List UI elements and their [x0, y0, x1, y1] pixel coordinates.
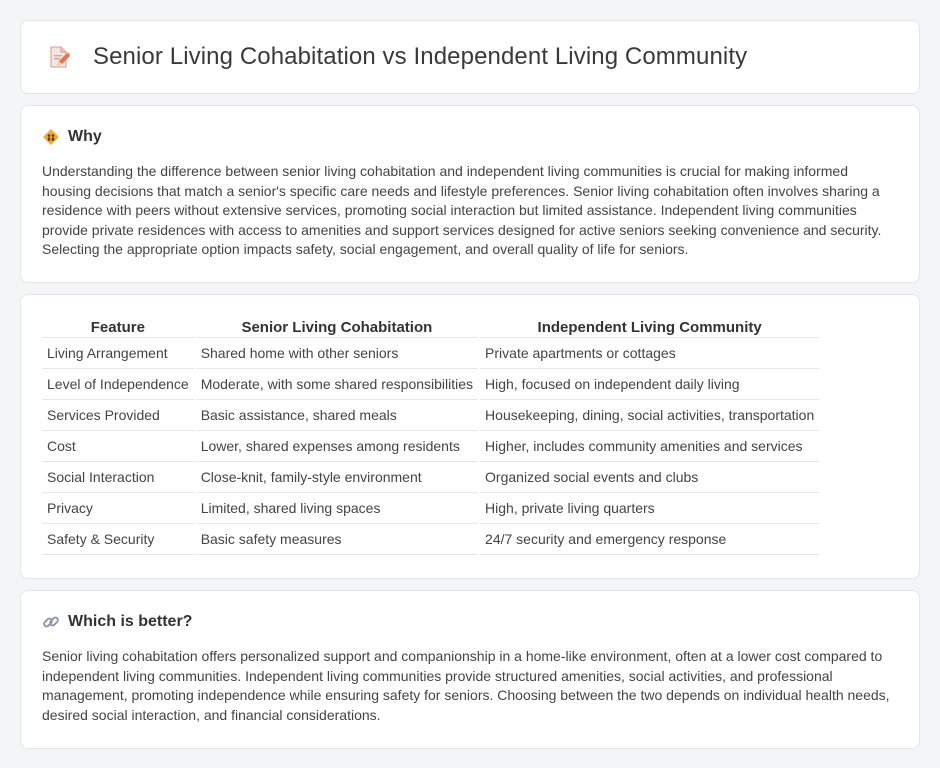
which-is-better-section: [20, 590, 920, 749]
feature-cell: Social Interaction: [42, 462, 194, 493]
why-header: [42, 128, 898, 146]
diamond-sign-icon: [42, 128, 60, 146]
cohabitation-cell: Basic assistance, shared meals: [196, 400, 478, 431]
cohabitation-cell: Shared home with other seniors: [196, 338, 478, 369]
column-header-independent: Independent Living Community: [480, 315, 819, 338]
table-row: [42, 400, 819, 431]
column-header-cohabitation: Senior Living Cohabitation: [196, 315, 478, 338]
cohabitation-cell: Moderate, with some shared responsibilities: [196, 369, 478, 400]
independent-cell: Organized social events and clubs: [480, 462, 819, 493]
cohabitation-cell: Lower, shared expenses among residents: [196, 431, 478, 462]
table-row: [42, 369, 819, 400]
table-row: [42, 462, 819, 493]
feature-cell: Privacy: [42, 493, 194, 524]
independent-cell: 24/7 security and emergency response: [480, 524, 819, 555]
table-row: [42, 493, 819, 524]
feature-cell: Cost: [42, 431, 194, 462]
comparison-table: [40, 315, 821, 555]
table-row: [42, 338, 819, 369]
table-row: [42, 431, 819, 462]
table-header-row: [42, 315, 819, 338]
page-title: Senior Living Cohabitation vs Independent Living Community: [93, 43, 748, 70]
better-text: Senior living cohabitation offers personalized support and companionship in a home-like environment, often at a lower cost compared to independent living communities. Independent living communities provide structured amenities, social activities, and professional management, promoting independence while ensuring safety for seniors. Choosing between the two depends on individual health needs, desired social interaction, and financial considerations.: [42, 648, 890, 723]
feature-cell: Services Provided: [42, 400, 194, 431]
better-heading: Which is better?: [68, 613, 193, 630]
feature-cell: Level of Independence: [42, 369, 194, 400]
feature-cell: Living Arrangement: [42, 338, 194, 369]
better-header: [42, 613, 898, 631]
independent-cell: High, focused on independent daily living: [480, 369, 819, 400]
column-header-feature: Feature: [42, 315, 194, 338]
independent-cell: High, private living quarters: [480, 493, 819, 524]
cohabitation-cell: Close-knit, family-style environment: [196, 462, 478, 493]
feature-cell: Safety & Security: [42, 524, 194, 555]
cohabitation-cell: Limited, shared living spaces: [196, 493, 478, 524]
link-icon: [42, 613, 60, 631]
why-text: Understanding the difference between senior living cohabitation and independent living communities is crucial for making informed housing decisions that match a senior's specific care needs and lifestyle preferences. Senior living cohabitation often involves sharing a residence with peers without extensive services, promoting social interaction but limited assistance. Independent living communities provide private residences with access to amenities and support services designed for active seniors seeking convenience and security. Selecting the appropriate option impacts safety, social engagement, and overall quality of life for seniors.: [42, 163, 882, 257]
table-row: [42, 524, 819, 555]
why-heading: Why: [68, 128, 102, 145]
cohabitation-cell: Basic safety measures: [196, 524, 478, 555]
document-pencil-icon: [47, 45, 71, 69]
independent-cell: Private apartments or cottages: [480, 338, 819, 369]
independent-cell: Housekeeping, dining, social activities, transportation: [480, 400, 819, 431]
title-card: [20, 20, 920, 94]
independent-cell: Higher, includes community amenities and services: [480, 431, 819, 462]
why-section: [20, 105, 920, 283]
comparison-table-card: [20, 294, 920, 579]
